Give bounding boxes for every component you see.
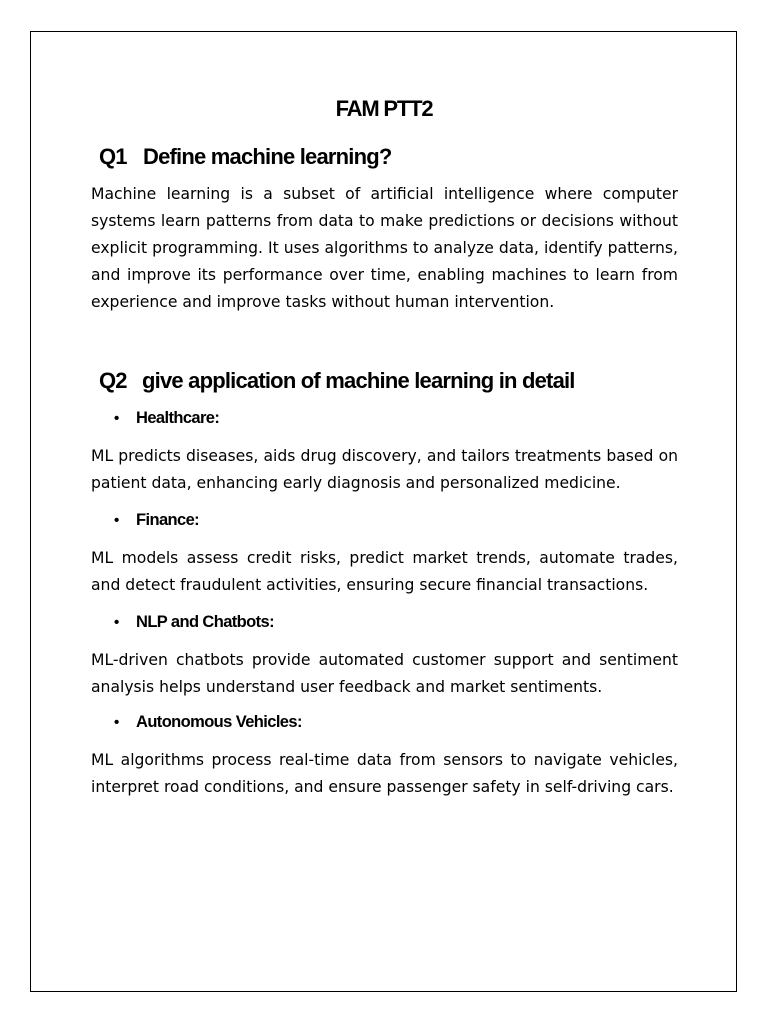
bullet-icon: • xyxy=(114,410,119,427)
application-text-healthcare: ML predicts diseases, aids drug discovery, and tailors treatments based on patient data, enhancing early diagnosis and personalized medicine. xyxy=(91,447,678,492)
q1-heading xyxy=(99,144,392,170)
bullet-label-nlp-chatbots: NLP and Chatbots: xyxy=(136,613,274,631)
application-text-nlp-chatbots: ML-driven chatbots provide automated customer support and sentiment analysis helps understand user feedback and market sentiments. xyxy=(91,651,678,696)
bullet-icon: • xyxy=(114,614,119,631)
q2-heading-text: give application of machine learning in detail xyxy=(142,368,575,393)
bullet-item xyxy=(114,409,219,428)
bullet-item xyxy=(114,613,274,632)
bullet-label-healthcare: Healthcare: xyxy=(136,409,220,427)
bullet-icon: • xyxy=(114,714,119,731)
q2-number: Q2 xyxy=(99,368,127,393)
bullet-icon: • xyxy=(114,512,119,529)
q1-heading-text: Define machine learning? xyxy=(143,144,392,169)
bullet-item xyxy=(114,713,302,732)
q1-answer: Machine learning is a subset of artificial intelligence where computer systems learn patterns from data to make predictions or decisions without explicit programming. It uses algorithms to analyze data, identify patterns, and improve its performance over time, enabling machines to learn from experience and improve tasks without human intervention. xyxy=(91,185,678,311)
application-text-finance: ML models assess credit risks, predict market trends, automate trades, and detect fraudulent activities, ensuring secure financial transactions. xyxy=(91,549,678,594)
document-title: FAM PTT2 xyxy=(335,96,433,121)
bullet-item xyxy=(114,511,199,530)
application-text-autonomous-vehicles: ML algorithms process real-time data from sensors to navigate vehicles, interpret road conditions, and ensure passenger safety in self-driving cars. xyxy=(91,751,678,796)
q1-number: Q1 xyxy=(99,144,127,169)
bullet-label-finance: Finance: xyxy=(136,511,200,529)
bullet-label-autonomous-vehicles: Autonomous Vehicles: xyxy=(136,713,302,731)
q2-heading xyxy=(99,368,575,394)
